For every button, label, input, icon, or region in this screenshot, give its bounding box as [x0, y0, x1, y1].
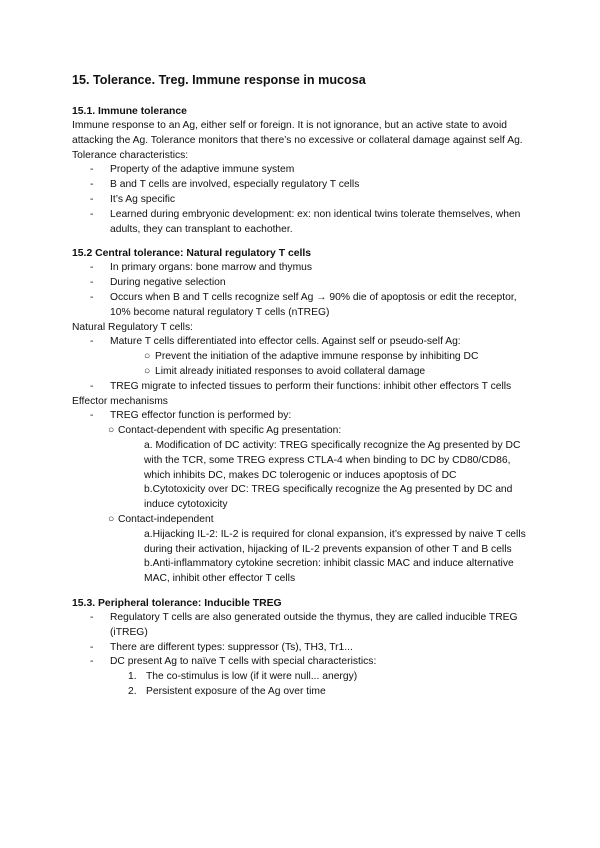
list-item-text: During negative selection [110, 277, 226, 289]
list-item-text: TREG migrate to infected tissues to perform their functions: inhibit other effectors T cells [110, 380, 512, 392]
dash-marker: - [90, 611, 94, 623]
list-item-text: Property of the adaptive immune system [110, 164, 295, 176]
natural-regulatory-label: Natural Regulatory T cells: [72, 321, 193, 333]
number-marker: 1. [128, 671, 137, 683]
list-item-text: Cytotoxicity over DC: TREG specifically recognize the Ag presented by DC and induce cytotoxicity [144, 484, 513, 511]
list-item [72, 611, 532, 641]
dash-marker: - [90, 208, 94, 220]
list-item-text: Mature T cells differentiated into effector cells. Against self or pseudo-self Ag: [110, 336, 461, 348]
section-heading-immune-tolerance: 15.1. Immune tolerance [72, 106, 187, 117]
list-item-text: B and T cells are involved, especially regulatory T cells [110, 179, 360, 191]
list-item [72, 670, 532, 685]
dash-marker: - [90, 656, 94, 668]
list-item [72, 163, 532, 178]
list-item-text: Limit already initiated responses to avoid collateral damage [155, 365, 426, 377]
list-item-text: Regulatory T cells are also generated outside the thymus, they are called inducible TREG (iTREG) [110, 611, 518, 638]
list-item [72, 685, 532, 700]
dash-marker: - [90, 277, 94, 289]
number-marker: 2. [128, 685, 137, 697]
dash-marker: - [90, 410, 94, 422]
circle-marker: ○ [144, 365, 151, 377]
list-item [72, 483, 532, 513]
list-item-text: Occurs when B and T cells recognize self Ag → 90% die of apoptosis or edit the receptor, 10% become natural regulatory T cells (nTREG) [110, 291, 517, 318]
list-item-text: TREG effector function is performed by: [110, 410, 292, 422]
list-item-text: In primary organs: bone marrow and thymus [110, 262, 313, 274]
dash-marker: - [90, 179, 94, 191]
dash-marker: - [90, 380, 94, 392]
list-item [72, 655, 532, 670]
dash-marker: - [90, 641, 94, 653]
list-item [72, 276, 532, 291]
list-item [72, 335, 532, 350]
list-item-text: Hijacking IL-2: IL-2 is required for clonal expansion, it’s expressed by naive T cells during their activation, hijacking of IL-2 prevents expansion of other T and B cells [144, 528, 526, 555]
list-item-text: Contact-dependent with specific Ag presentation: [118, 425, 342, 437]
list-item [72, 261, 532, 276]
list-item-text: Modification of DC activity: TREG specifically recognize the Ag presented by DC with the TCR, some TREG express CTLA-4 when binding to DC by CD80/CD86, which inhibits DC, makes DC tolerogenic or induces apoptosis of DC [144, 439, 521, 481]
list-item-text: Anti-inflammatory cytokine secretion: inhibit classic MAC and induce alternative MAC, inhibit other effector T cells [144, 558, 514, 585]
dash-marker: - [90, 193, 94, 205]
list-item-text: Learned during embryonic development: ex: non identical twins tolerate themselves, when adults, they can transplant to eachother. [110, 208, 521, 235]
list-item [72, 365, 532, 380]
list-item-text: Contact-independent [118, 513, 214, 525]
list-item [72, 424, 532, 439]
document-page [72, 72, 532, 700]
list-item [72, 178, 532, 193]
list-item [72, 513, 532, 528]
page-title: 15. Tolerance. Treg. Immune response in mucosa [72, 73, 366, 87]
dash-marker: - [90, 336, 94, 348]
immune-tolerance-intro: Immune response to an Ag, either self or foreign. It is not ignorance, but an active state to avoid attacking the Ag. Tolerance monitors that there’s no excessive or collateral damage against self Ag. [72, 120, 523, 146]
alpha-marker: a. [144, 439, 153, 451]
list-item [72, 409, 532, 424]
list-item-text: It’s Ag specific [110, 193, 176, 205]
list-item [72, 291, 532, 321]
list-item-text: DC present Ag to naïve T cells with special characteristics: [110, 656, 377, 668]
alpha-marker: a. [144, 528, 153, 540]
list-item [72, 557, 532, 587]
list-item [72, 193, 532, 208]
list-item [72, 641, 532, 656]
circle-marker: ○ [144, 351, 151, 363]
list-item [72, 208, 532, 238]
dash-marker: - [90, 291, 94, 303]
dash-marker: - [90, 164, 94, 176]
list-item [72, 380, 532, 395]
circle-marker: ○ [108, 425, 115, 437]
section-heading-peripheral-tolerance: 15.3. Peripheral tolerance: Inducible TREG [72, 597, 282, 609]
list-item-text: There are different types: suppressor (Ts), TH3, Tr1... [110, 641, 353, 653]
list-item [72, 528, 532, 558]
alpha-marker: b. [144, 484, 153, 496]
list-item-text: Persistent exposure of the Ag over time [146, 685, 326, 697]
list-item [72, 350, 532, 365]
section-heading-central-tolerance: 15.2 Central tolerance: Natural regulatory T cells [72, 248, 312, 260]
tolerance-characteristics-label: Tolerance characteristics: [72, 149, 189, 161]
list-item-text: Prevent the initiation of the adaptive immune response by inhibiting DC [155, 351, 479, 363]
list-item-text: The co-stimulus is low (if it were null... anergy) [146, 671, 358, 683]
alpha-marker: b. [144, 558, 153, 570]
effector-mechanisms-label: Effector mechanisms [72, 395, 168, 407]
list-item [72, 439, 532, 483]
dash-marker: - [90, 262, 94, 274]
circle-marker: ○ [108, 513, 115, 525]
